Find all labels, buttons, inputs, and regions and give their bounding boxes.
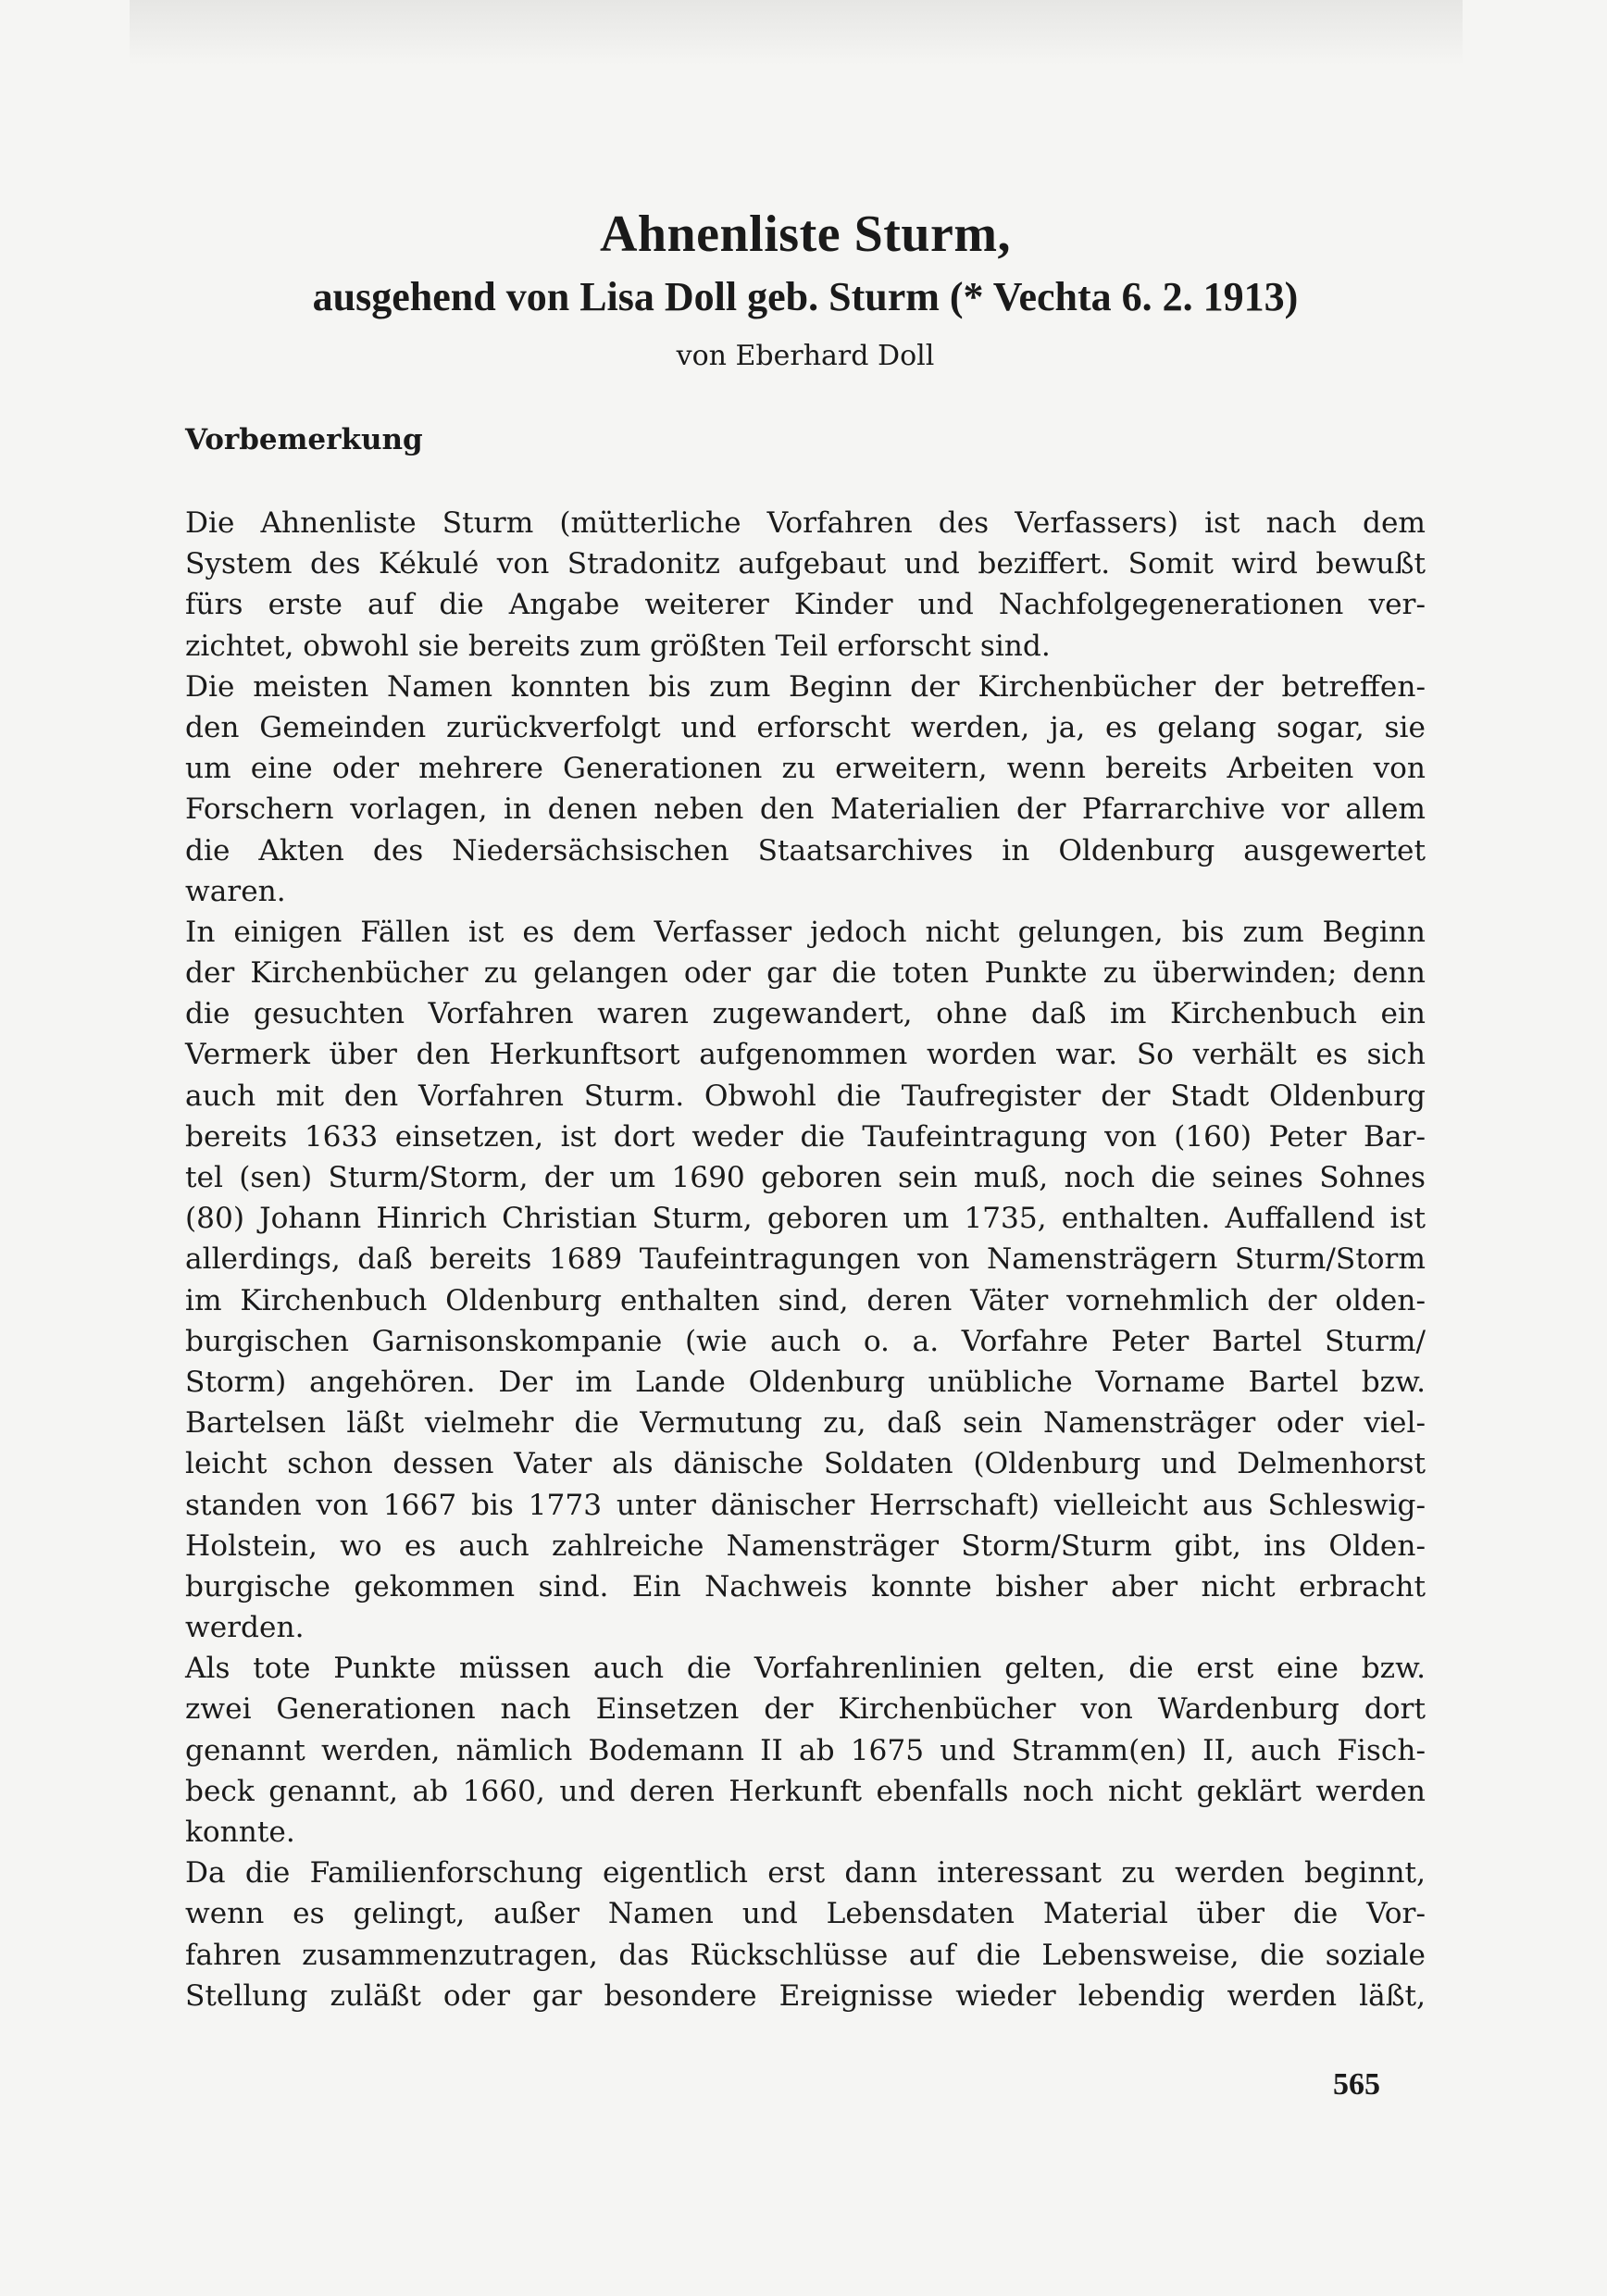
- text-line: um eine oder mehrere Generationen zu erweitern, wenn bereits Arbeiten von: [185, 752, 1426, 786]
- scan-edge-shadow: [130, 0, 1463, 65]
- text-line: burgischen Garnisonskompanie (wie auch o. a. Vorfahre Peter Bartel Sturm/: [185, 1324, 1426, 1358]
- text-line: Bartelsen läßt vielmehr die Vermutung zu, daß sein Namensträger oder viel-: [185, 1406, 1426, 1441]
- text-line: die gesuchten Vorfahren waren zugewandert, ohne daß im Kirchenbuch ein: [185, 997, 1426, 1031]
- text-line: Als tote Punkte müssen auch die Vorfahrenlinien gelten, die erst eine bzw.: [185, 1652, 1426, 1686]
- text-line: Da die Familienforschung eigentlich erst dann interessant zu werden beginnt,: [185, 1856, 1426, 1890]
- text-line: konnte.: [185, 1816, 295, 1849]
- text-line: In einigen Fällen ist es dem Verfasser jedoch nicht gelungen, bis zum Beginn: [185, 915, 1426, 949]
- document-author: von Eberhard Doll: [676, 340, 935, 372]
- text-line: (80) Johann Hinrich Christian Sturm, geboren um 1735, enthalten. Auffallend ist: [185, 1202, 1426, 1236]
- page-number: 565: [1333, 2067, 1380, 2102]
- section-heading: Vorbemerkung: [185, 423, 423, 456]
- text-line: standen von 1667 bis 1773 unter dänischer Herrschaft) vielleicht aus Schleswig-: [185, 1488, 1426, 1522]
- text-line: leicht schon dessen Vater als dänische Soldaten (Oldenburg und Delmenhorst: [185, 1447, 1426, 1481]
- text-line: zwei Generationen nach Einsetzen der Kirchenbücher von Wardenburg dort: [185, 1692, 1426, 1727]
- body-text: [185, 503, 1426, 2016]
- text-line: fürs erste auf die Angabe weiterer Kinder und Nachfolgegenerationen ver-: [185, 588, 1426, 622]
- text-line: Storm) angehören. Der im Lande Oldenburg unübliche Vorname Bartel bzw.: [185, 1365, 1426, 1399]
- text-line: tel (sen) Sturm/Storm, der um 1690 geboren sein muß, noch die seines Sohnes: [185, 1161, 1426, 1194]
- text-line: genannt werden, nämlich Bodemann II ab 1675 und Stramm(en) II, auch Fisch-: [185, 1733, 1426, 1767]
- text-line: bereits 1633 einsetzen, ist dort weder die Taufeintragung von (160) Peter Bar-: [185, 1119, 1426, 1154]
- text-line: Vermerk über den Herkunftsort aufgenommen worden war. So verhält es sich: [185, 1038, 1426, 1072]
- text-line: burgische gekommen sind. Ein Nachweis konnte bisher aber nicht erbracht: [185, 1569, 1426, 1603]
- text-line: der Kirchenbücher zu gelangen oder gar die toten Punkte zu überwinden; denn: [185, 956, 1426, 991]
- text-line: werden.: [185, 1611, 305, 1645]
- text-line: System des Kékulé von Stradonitz aufgebaut und beziffert. Somit wird bewußt: [185, 547, 1426, 581]
- document-subtitle: ausgehend von Lisa Doll geb. Sturm (* Vechta 6. 2. 1913): [312, 274, 1299, 319]
- text-line: den Gemeinden zurückverfolgt und erforscht werden, ja, es gelang sogar, sie: [185, 710, 1426, 744]
- text-line: Die Ahnenliste Sturm (mütterliche Vorfahren des Verfassers) ist nach dem: [185, 506, 1426, 540]
- text-line: fahren zusammenzutragen, das Rückschlüsse auf die Lebensweise, die soziale: [185, 1938, 1426, 1972]
- text-line: wenn es gelingt, außer Namen und Lebensdaten Material über die Vor-: [185, 1897, 1426, 1931]
- text-line: Forschern vorlagen, in denen neben den Materialien der Pfarrarchive vor allem: [185, 792, 1426, 827]
- text-line: beck genannt, ab 1660, und deren Herkunft ebenfalls noch nicht geklärt werden: [185, 1774, 1426, 1808]
- document-title: Ahnenliste Sturm,: [599, 206, 1012, 263]
- text-line: die Akten des Niedersächsischen Staatsarchives in Oldenburg ausgewertet: [185, 833, 1426, 867]
- text-line: Holstein, wo es auch zahlreiche Namensträger Storm/Sturm gibt, ins Olden-: [185, 1529, 1426, 1563]
- text-line: auch mit den Vorfahren Sturm. Obwohl die Taufregister der Stadt Oldenburg: [185, 1079, 1426, 1113]
- text-line: allerdings, daß bereits 1689 Taufeintragungen von Namensträgern Sturm/Storm: [185, 1242, 1426, 1277]
- text-line: im Kirchenbuch Oldenburg enthalten sind, deren Väter vornehmlich der olden-: [185, 1283, 1426, 1317]
- text-line: waren.: [185, 874, 286, 908]
- text-line: zichtet, obwohl sie bereits zum größten Teil erforscht sind.: [185, 629, 1051, 663]
- text-line: Die meisten Namen konnten bis zum Beginn der Kirchenbücher der betreffen-: [185, 669, 1426, 704]
- text-line: Stellung zuläßt oder gar besondere Ereignisse wieder lebendig werden läßt,: [185, 1978, 1426, 2013]
